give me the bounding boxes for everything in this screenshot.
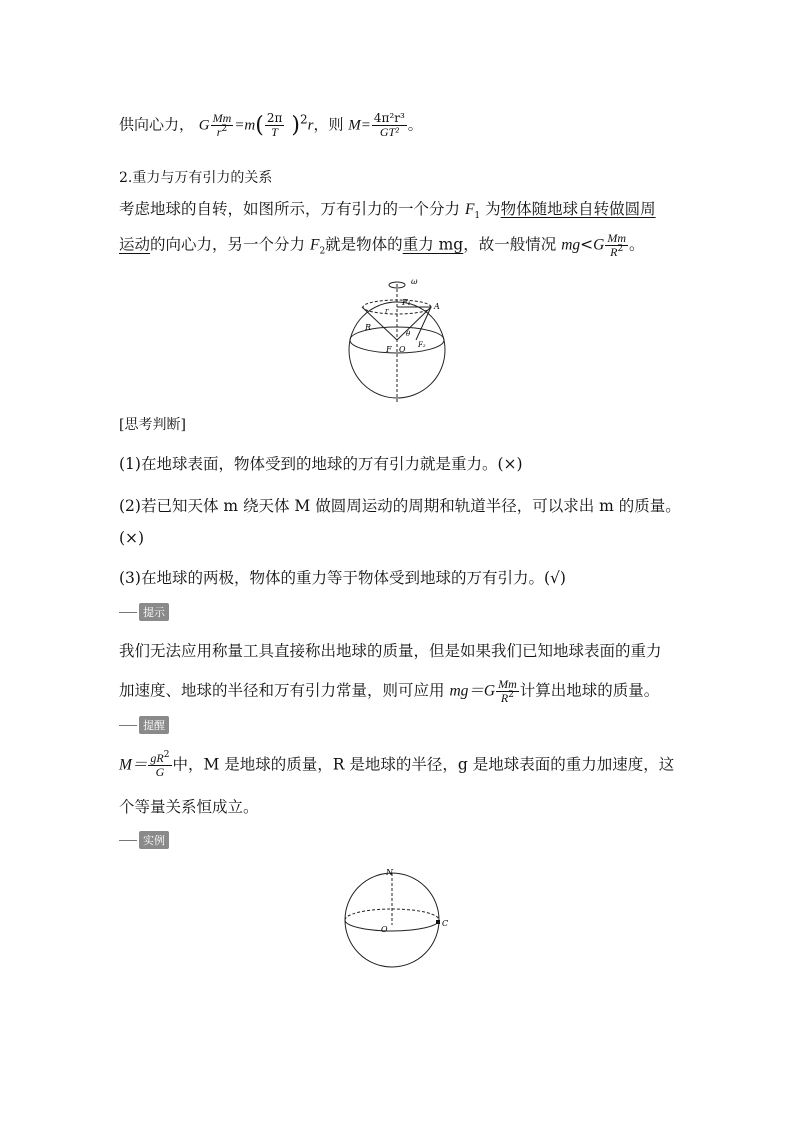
R-label: R: [365, 323, 372, 332]
point-C-label: C: [442, 919, 449, 928]
tag-label: 提示: [139, 603, 169, 621]
tip-line-1: 我们无法应用称量工具直接称出地球的质量，但是如果我们已知地球表面的重力: [119, 642, 662, 660]
section-para-line-1: 考虑地球的自转，如图所示，万有引力的一个分力 $F_1$ 为物体随地球自转做圆周: [119, 200, 656, 222]
fraction-gR2-G: $\frac{gR^2}{G}$: [150, 750, 170, 779]
formula-G: G: [198, 117, 210, 134]
gravity-vector: [416, 307, 431, 340]
theta-label: θ: [406, 330, 411, 338]
origin-O-label: O: [399, 345, 406, 354]
tip-tag: [119, 605, 169, 619]
section-heading: 2.重力与万有引力的关系: [119, 170, 273, 186]
judge-heading: [思考判断]: [119, 417, 186, 433]
point-C-marker: [436, 920, 440, 924]
center-label: O: [381, 925, 388, 934]
tag-label: 实例: [139, 831, 169, 849]
tag-dash: [119, 612, 137, 613]
underlined-answer-1b: 运动: [119, 235, 151, 254]
judge-q2-answer: (×): [119, 529, 145, 547]
equator-front: [345, 920, 439, 931]
reminder-line-2: 个等量关系恒成立。: [119, 798, 259, 816]
underlined-answer-2: 重力 mg: [402, 235, 464, 254]
formula-M: M=: [348, 117, 371, 134]
underlined-answer-1: 物体随地球自转做圆周: [500, 200, 656, 218]
example-tag: [119, 833, 169, 847]
F2-label: F₂: [418, 341, 426, 349]
fraction-Mm-r2: $\frac{Mm}{r^2}$: [212, 111, 232, 139]
earth-force-diagram: [340, 270, 460, 405]
F1-label: F₁: [402, 298, 411, 307]
tip-line-2: 加速度、地球的半径和万有引力常量，则可应用 mg＝G $\frac{Mm}{R^2}$ 计算出地球的质量。: [119, 677, 660, 705]
fraction-Mm-R2: $\frac{Mm}{R^2}$: [607, 231, 627, 259]
fraction-result: $\frac{\text{4π²r³}}{\text{GT²}}$: [373, 111, 405, 139]
tag-label: 提醒: [139, 716, 169, 734]
F-label: F: [386, 345, 392, 354]
r-label: r: [385, 307, 389, 315]
north-label: N: [386, 868, 393, 877]
section-para-line-2: 运动的向心力，另一个分力 $F_2$就是物体的重力 mg，故一般情况 mg<G $\frac{Mm}{R^2}$ 。: [119, 231, 645, 259]
earth-radius-line: [397, 307, 431, 340]
intro-line: 供向心力， G $\frac{Mm}{r^2}$ =m( $\frac{2\pi}{T}$ )$^2$r，则 M= $\frac{\text{4π²r³}}{\text{GT²}}$ 。: [119, 111, 423, 139]
reminder-tag: [119, 718, 169, 732]
formula-eq-m: =m: [234, 117, 256, 134]
judge-q2: (2)若已知天体 m 绕天体 M 做圆周运动的周期和轨道半径，可以求出 m 的质量。: [119, 497, 681, 515]
intro-text: 供向心力，: [119, 115, 195, 134]
sphere-diagram: [340, 865, 455, 975]
judge-q3: (3)在地球的两极，物体的重力等于物体受到地球的万有引力。(√): [119, 569, 566, 587]
fraction-Mm-R2-tip: $\frac{Mm}{R^2}$: [498, 677, 517, 705]
reminder-line-1: M＝ $\frac{gR^2}{G}$ 中，M 是地球的质量，R 是地球的半径，g 是地球表面的重力加速度，这: [119, 750, 675, 779]
omega-label: ω: [411, 277, 418, 286]
point-A-label: A: [434, 302, 440, 311]
fraction-2pi-T: $\frac{2\pi}{T}$: [266, 111, 283, 139]
judge-q1: (1)在地球表面，物体受到的地球的万有引力就是重力。(×): [119, 455, 523, 473]
